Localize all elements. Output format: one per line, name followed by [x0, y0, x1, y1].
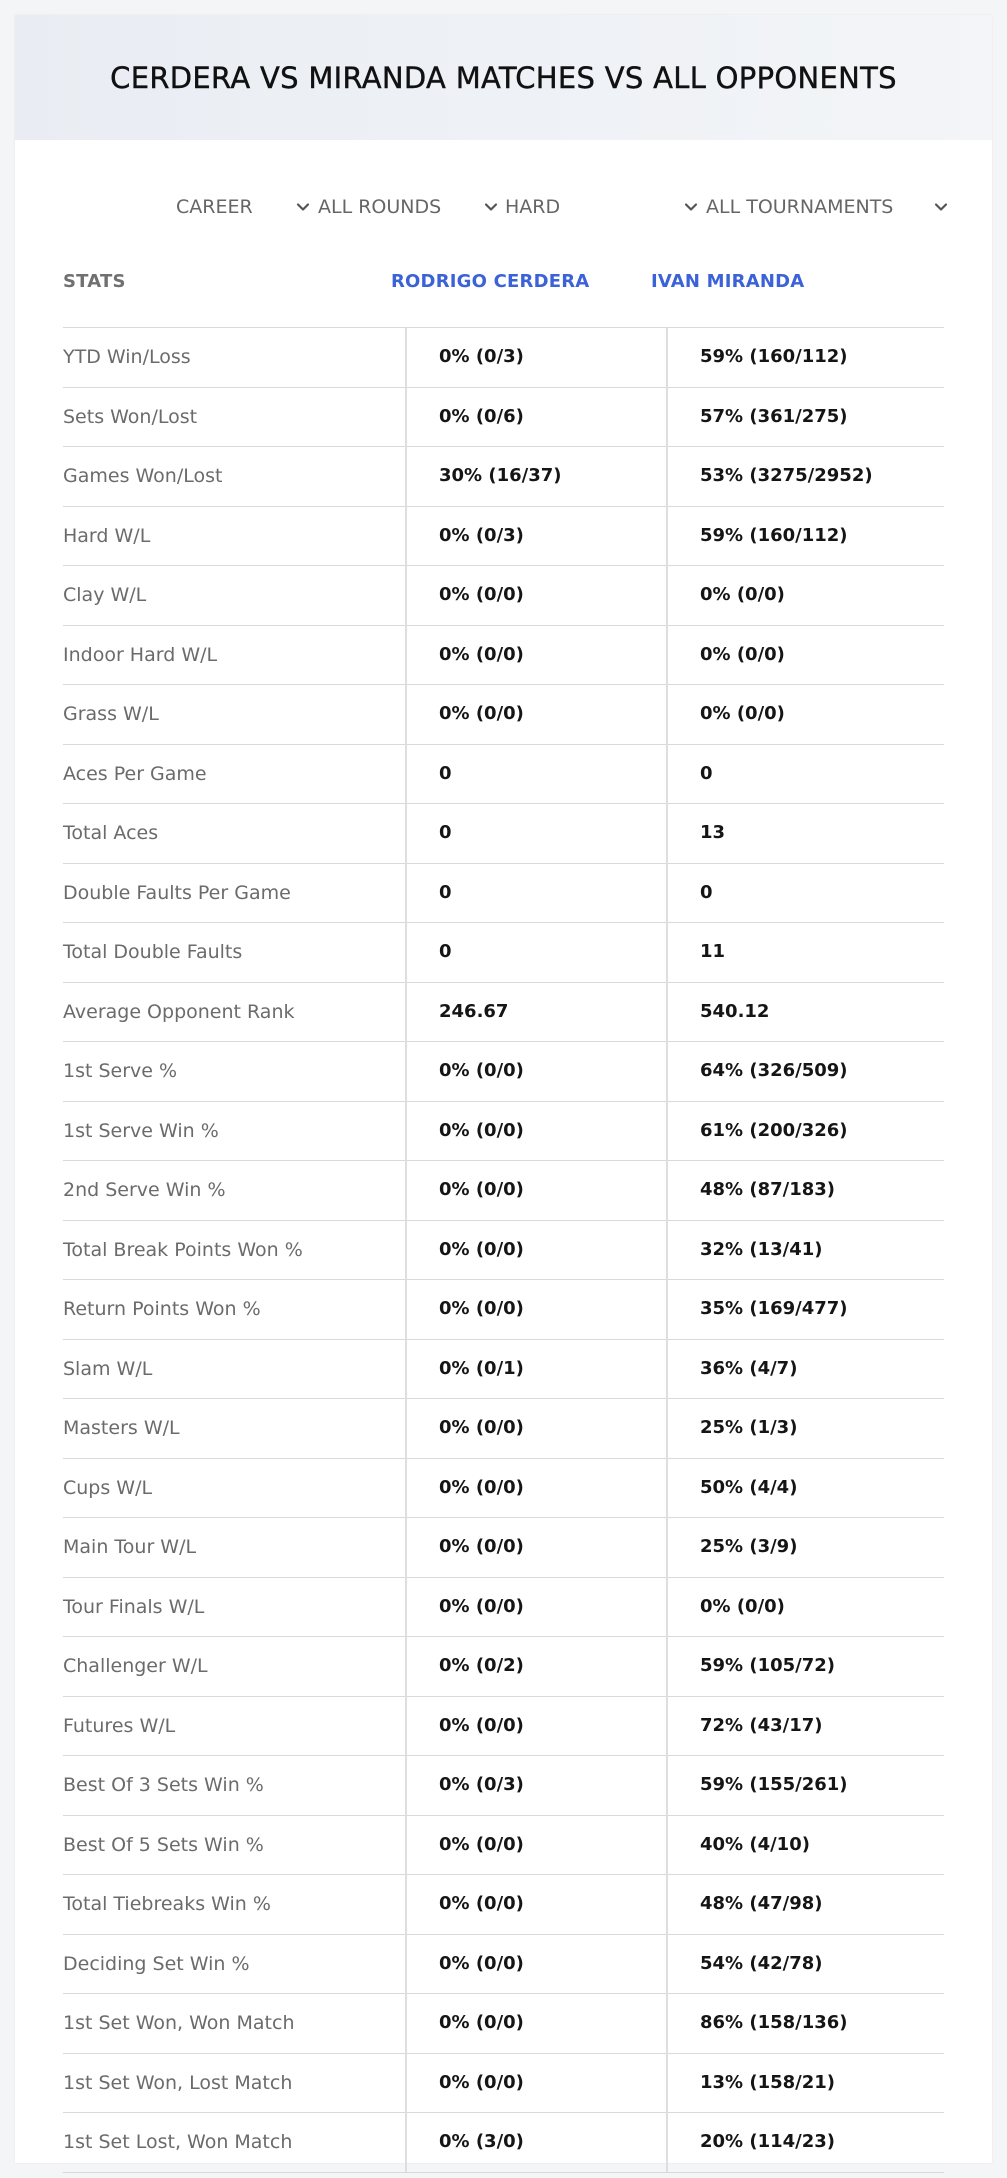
player1-value: 0% (0/0) — [439, 1119, 524, 1141]
player2-value: 54% (42/78) — [700, 1952, 823, 1974]
player1-value: 0% (0/0) — [439, 1417, 524, 1438]
player1-value: 0 — [439, 822, 452, 843]
table-row — [63, 983, 944, 1043]
player2-value: 50% (4/4) — [700, 1476, 798, 1498]
table-row — [63, 1102, 944, 1162]
player1-value: 246.67 — [439, 1000, 509, 1022]
player1-value: 0% (0/1) — [439, 1357, 524, 1379]
stat-label: Masters W/L — [63, 1417, 180, 1439]
player2-value: 64% (326/509) — [700, 1060, 848, 1081]
player1-value: 0 — [439, 941, 452, 962]
table-row — [63, 1280, 944, 1340]
tournament-select-value: ALL TOURNAMENTS — [706, 196, 894, 218]
table-row — [63, 1935, 944, 1995]
stat-label: Challenger W/L — [63, 1655, 208, 1677]
column-divider — [405, 327, 407, 2172]
player1-value: 0% (0/0) — [439, 1298, 524, 1319]
stat-label: Double Faults Per Game — [63, 881, 291, 904]
stat-label: Games Won/Lost — [63, 465, 223, 487]
player2-value: 40% (4/10) — [700, 1833, 810, 1855]
player1-value: 0% (0/0) — [439, 1179, 524, 1200]
stat-label: Main Tour W/L — [63, 1536, 197, 1558]
stat-label: 1st Serve Win % — [63, 1119, 219, 1142]
player2-value: 13% (158/21) — [700, 2071, 835, 2093]
stat-label: Aces Per Game — [63, 762, 207, 785]
table-row — [63, 1518, 944, 1578]
player2-value: 11 — [700, 941, 726, 962]
player2-value: 59% (160/112) — [700, 346, 848, 367]
stat-label: Best Of 3 Sets Win % — [63, 1774, 264, 1796]
stat-label: 1st Set Won, Lost Match — [63, 2071, 293, 2094]
player1-value: 0% (0/0) — [439, 584, 524, 605]
player1-value: 0% (0/3) — [439, 1774, 524, 1795]
player2-value: 0% (0/0) — [700, 643, 785, 665]
round-select[interactable] — [318, 187, 501, 227]
table-row — [63, 923, 944, 983]
stats-column-header: STATS — [63, 271, 126, 292]
stat-label: Hard W/L — [63, 524, 151, 547]
table-row — [63, 685, 944, 745]
table-row — [63, 1994, 944, 2054]
stat-label: Futures W/L — [63, 1714, 176, 1737]
stat-label: YTD Win/Loss — [63, 346, 191, 368]
table-row — [63, 1340, 944, 1400]
player2-value: 61% (200/326) — [700, 1119, 848, 1141]
surface-select-value: HARD — [505, 196, 561, 218]
player2-value: 72% (43/17) — [700, 1714, 823, 1736]
table-row — [63, 2054, 944, 2114]
stat-label: Slam W/L — [63, 1357, 153, 1380]
player1-value: 0% (0/0) — [439, 1595, 524, 1617]
round-select-value: ALL ROUNDS — [318, 196, 442, 218]
table-row — [63, 864, 944, 924]
table-row — [63, 2113, 944, 2173]
player1-value: 0% (0/0) — [439, 1952, 524, 1974]
player1-value: 0% (0/0) — [439, 1714, 524, 1736]
period-select-value: CAREER — [176, 196, 253, 218]
player2-value: 48% (47/98) — [700, 1893, 823, 1914]
table-row — [63, 1399, 944, 1459]
stat-label: 1st Set Lost, Won Match — [63, 2131, 293, 2153]
player1-value: 0% (0/0) — [439, 1833, 524, 1855]
player1-value: 0% (0/2) — [439, 1655, 524, 1676]
table-row — [63, 745, 944, 805]
table-row — [63, 1221, 944, 1281]
player1-value: 0% (0/6) — [439, 405, 524, 427]
stat-label: Clay W/L — [63, 584, 147, 606]
stat-label: 1st Serve % — [63, 1060, 178, 1082]
player2-value: 86% (158/136) — [700, 2012, 848, 2033]
player2-value: 59% (160/112) — [700, 524, 848, 546]
player1-value: 0% (0/0) — [439, 1060, 524, 1081]
filter-bar — [15, 187, 992, 227]
chevron-down-icon — [481, 197, 501, 217]
chevron-down-icon — [293, 197, 313, 217]
stat-label: Total Double Faults — [63, 941, 243, 963]
player1-value: 0% (0/0) — [439, 1893, 524, 1914]
page-title: CERDERA VS MIRANDA MATCHES VS ALL OPPONENTS — [110, 60, 897, 95]
table-row — [63, 447, 944, 507]
player2-value: 32% (13/41) — [700, 1238, 823, 1260]
player2-value: 0% (0/0) — [700, 703, 785, 724]
table-body — [63, 328, 944, 2173]
table-row — [63, 566, 944, 626]
stat-label: Total Aces — [63, 822, 159, 844]
stats-card — [15, 15, 992, 2163]
player2-value: 36% (4/7) — [700, 1357, 798, 1379]
table-row — [63, 328, 944, 388]
stat-label: Indoor Hard W/L — [63, 643, 218, 666]
player2-value: 59% (105/72) — [700, 1655, 835, 1676]
table-row — [63, 1578, 944, 1638]
table-row — [63, 626, 944, 686]
player2-value: 53% (3275/2952) — [700, 465, 873, 486]
player2-value: 20% (114/23) — [700, 2131, 835, 2152]
surface-select[interactable] — [505, 187, 701, 227]
player1-column-header[interactable]: RODRIGO CERDERA — [391, 271, 590, 292]
player1-value: 0% (0/3) — [439, 346, 524, 367]
table-row — [63, 1637, 944, 1697]
card-header — [15, 15, 992, 140]
table-row — [63, 804, 944, 864]
stats-table — [63, 243, 944, 2173]
table-row — [63, 1042, 944, 1102]
player2-column-header[interactable]: IVAN MIRANDA — [651, 271, 805, 292]
stat-label: Total Tiebreaks Win % — [63, 1893, 271, 1915]
player1-value: 0 — [439, 762, 452, 784]
stat-label: Sets Won/Lost — [63, 405, 198, 428]
player1-value: 0% (0/0) — [439, 1536, 524, 1557]
player1-value: 0% (0/0) — [439, 2012, 524, 2033]
stat-label: Average Opponent Rank — [63, 1000, 295, 1023]
player2-value: 35% (169/477) — [700, 1298, 848, 1319]
tournament-select[interactable] — [706, 187, 951, 227]
table-row — [63, 388, 944, 448]
player2-value: 540.12 — [700, 1000, 770, 1022]
table-row — [63, 1459, 944, 1519]
column-divider — [666, 327, 668, 2172]
player2-value: 0 — [700, 762, 713, 784]
player1-value: 0 — [439, 881, 452, 903]
player1-value: 0% (0/0) — [439, 643, 524, 665]
player2-value: 25% (1/3) — [700, 1417, 798, 1438]
table-row — [63, 1161, 944, 1221]
stat-label: Deciding Set Win % — [63, 1952, 250, 1975]
player1-value: 0% (0/0) — [439, 1238, 524, 1260]
table-header — [63, 243, 944, 328]
chevron-down-icon — [931, 197, 951, 217]
table-row — [63, 1816, 944, 1876]
player2-value: 25% (3/9) — [700, 1536, 798, 1557]
stat-label: Total Break Points Won % — [63, 1238, 303, 1261]
stat-label: Return Points Won % — [63, 1298, 261, 1320]
stat-label: 1st Set Won, Won Match — [63, 2012, 295, 2034]
player1-value: 0% (0/0) — [439, 2071, 524, 2093]
player2-value: 0% (0/0) — [700, 1595, 785, 1617]
player2-value: 0% (0/0) — [700, 584, 785, 605]
player2-value: 13 — [700, 822, 726, 843]
stat-label: Cups W/L — [63, 1476, 153, 1499]
stat-label: 2nd Serve Win % — [63, 1179, 226, 1201]
player1-value: 0% (0/0) — [439, 703, 524, 724]
player2-value: 59% (155/261) — [700, 1774, 848, 1795]
player1-value: 0% (0/0) — [439, 1476, 524, 1498]
player1-value: 0% (0/3) — [439, 524, 524, 546]
table-row — [63, 507, 944, 567]
stat-label: Grass W/L — [63, 703, 159, 725]
stat-label: Best Of 5 Sets Win % — [63, 1833, 264, 1856]
table-row — [63, 1875, 944, 1935]
table-row — [63, 1697, 944, 1757]
player1-value: 30% (16/37) — [439, 465, 562, 486]
player2-value: 0 — [700, 881, 713, 903]
player2-value: 48% (87/183) — [700, 1179, 835, 1200]
player2-value: 57% (361/275) — [700, 405, 848, 427]
stat-label: Tour Finals W/L — [63, 1595, 205, 1618]
table-row — [63, 1756, 944, 1816]
period-select[interactable] — [176, 187, 313, 227]
chevron-down-icon — [681, 197, 701, 217]
player1-value: 0% (3/0) — [439, 2131, 524, 2152]
